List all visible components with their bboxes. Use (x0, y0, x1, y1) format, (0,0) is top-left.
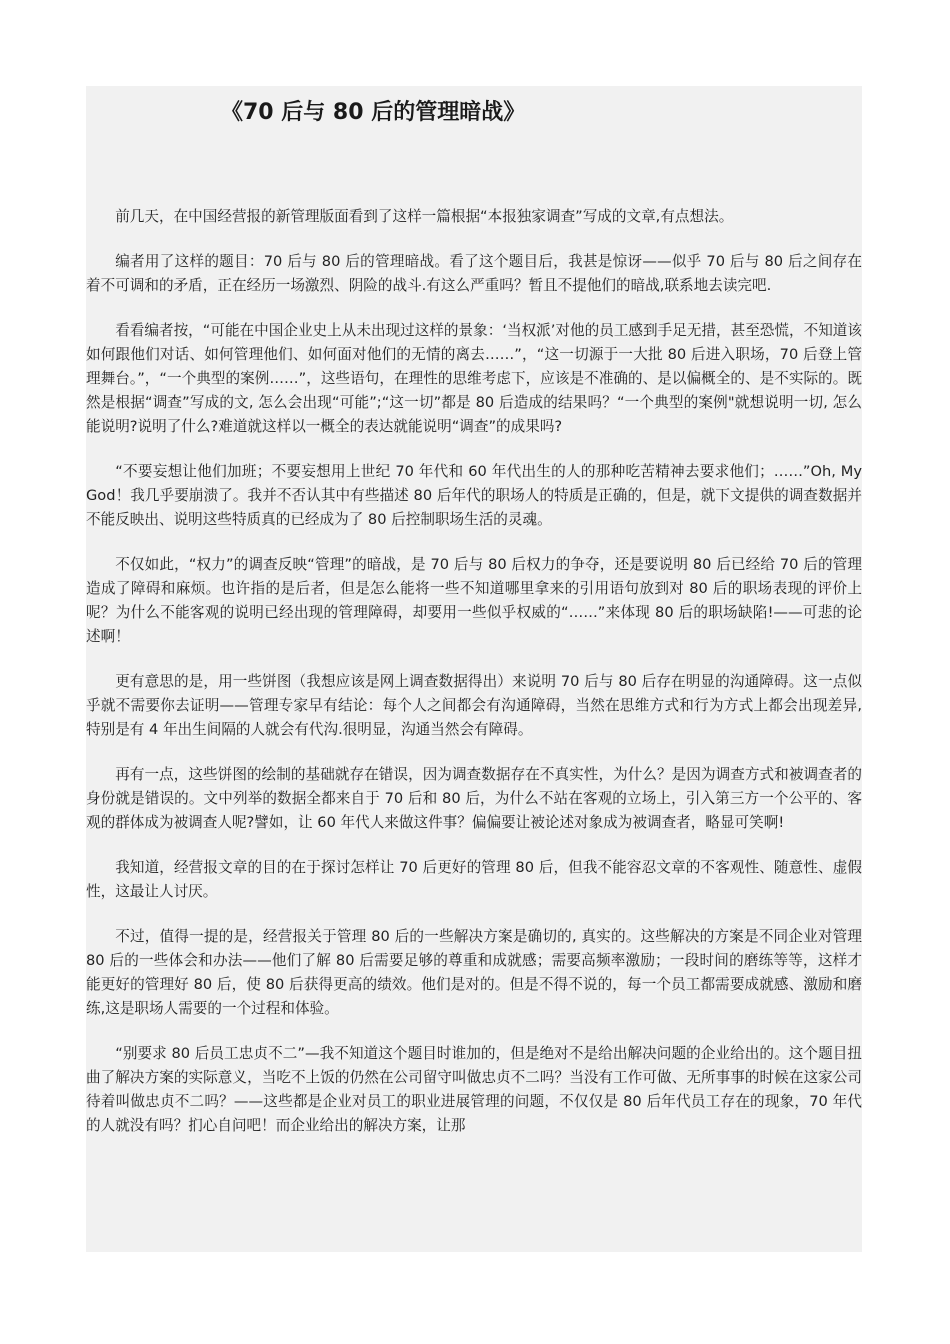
paragraph: “别要求 80 后员工忠贞不二”—我不知道这个题目时谁加的，但是绝对不是给出解决问题的企业给出的。这个题目扭曲了解决方案的实际意义，当吃不上饭的仍然在公司留守叫做忠贞不二吗？当没有工作可做、无所事事的时候在这家公司待着叫做忠贞不二吗？——这些都是企业对员工的职业进展管理的问题，不仅仅是 80 后年代员工存在的现象，70 年代的人就没有吗？扪心自问吧！而企业给出的解决方案，让那 (86, 1045, 862, 1134)
document-body (86, 205, 862, 1159)
paragraph: 我知道，经营报文章的目的在于探讨怎样让 70 后更好的管理 80 后，但我不能容忍文章的不客观性、随意性、虚假性，这最让人讨厌。 (86, 859, 862, 900)
paragraph: 不过，值得一提的是，经营报关于管理 80 后的一些解决方案是确切的, 真实的。这些解决的方案是不同企业对管理 80 后的一些体会和办法——他们了解 80 后需要足够的尊重和成就感；需要高频率激励；一段时间的磨练等等，这样才能更好的管理好 80 后，使 80 后获得更高的绩效。他们是对的。但是不得不说的，每一个员工都需要成就感、激励和磨练,这是职场人需要的一个过程和体验。 (86, 928, 862, 1017)
document-page (86, 86, 862, 1252)
paragraph: 前几天，在中国经营报的新管理版面看到了这样一篇根据“本报独家调查”写成的文章,有点想法。 (115, 208, 734, 225)
paragraph: 更有意思的是，用一些饼图（我想应该是网上调查数据得出）来说明 70 后与 80 后存在明显的沟通障碍。这一点似乎就不需要你去证明——管理专家早有结论：每个人之间都会有沟通障碍，当然在思维方式和行为方式上都会出现差异, 特别是有 4 年出生间隔的人就会有代沟.很明显，沟通当然会有障碍。 (86, 673, 862, 738)
paragraph: “不要妄想让他们加班；不要妄想用上世纪 70 年代和 60 年代出生的人的那种吃苦精神去要求他们；……”Oh, My God！我几乎要崩溃了。我并不否认其中有些描述 80 后年代的职场人的特质是正确的，但是，就下文提供的调查数据并不能反映出、说明这些特质真的已经成为了 80 后控制职场生活的灵魂。 (86, 463, 862, 528)
paragraph: 看看编者按，“可能在中国企业史上从未出现过这样的景象：‘当权派’对他的员工感到手足无措，甚至恐慌，不知道该如何跟他们对话、如何管理他们、如何面对他们的无情的离去……”，“这一切源于一大批 80 后进入职场，70 后登上管理舞台。”，“一个典型的案例……”，这些语句，在理性的思维考虑下，应该是不准确的、是以偏概全的、是不实际的。既然是根据“调查”写成的文, 怎么会出现“可能”;“这一切”都是 80 后造成的结果吗？“一个典型的案例"就想说明一切, 怎么能说明?说明了什么?难道就这样以一概全的表达就能说明“调查”的成果吗? (86, 322, 862, 435)
paragraph: 编者用了这样的题目：70 后与 80 后的管理暗战。看了这个题目后，我甚是惊讶——似乎 70 后与 80 后之间存在着不可调和的矛盾，正在经历一场激烈、阴险的战斗.有这么严重吗？暂且不提他们的暗战,联系地去读完吧. (86, 253, 862, 294)
paragraph: 不仅如此，“权力”的调查反映“管理”的暗战，是 70 后与 80 后权力的争夺，还是要说明 80 后已经给 70 后的管理造成了障碍和麻烦。也许指的是后者，但是怎么能将一些不知道哪里拿来的引用语句放到对 80 后的职场表现的评价上呢？为什么不能客观的说明已经出现的管理障碍，却要用一些似乎权威的“……”来体现 80 后的职场缺陷!——可悲的论述啊！ (86, 556, 862, 645)
document-title: 《70 后与 80 后的管理暗战》 (221, 100, 526, 125)
paragraph: 再有一点，这些饼图的绘制的基础就存在错误，因为调查数据存在不真实性，为什么？是因为调查方式和被调查者的身份就是错误的。文中列举的数据全都来自于 70 后和 80 后，为什么不站在客观的立场上，引入第三方一个公平的、客观的群体成为被调查人呢?譬如，让 60 年代人来做这件事？偏偏要让被论述对象成为被调查者，略显可笑啊! (86, 766, 862, 831)
